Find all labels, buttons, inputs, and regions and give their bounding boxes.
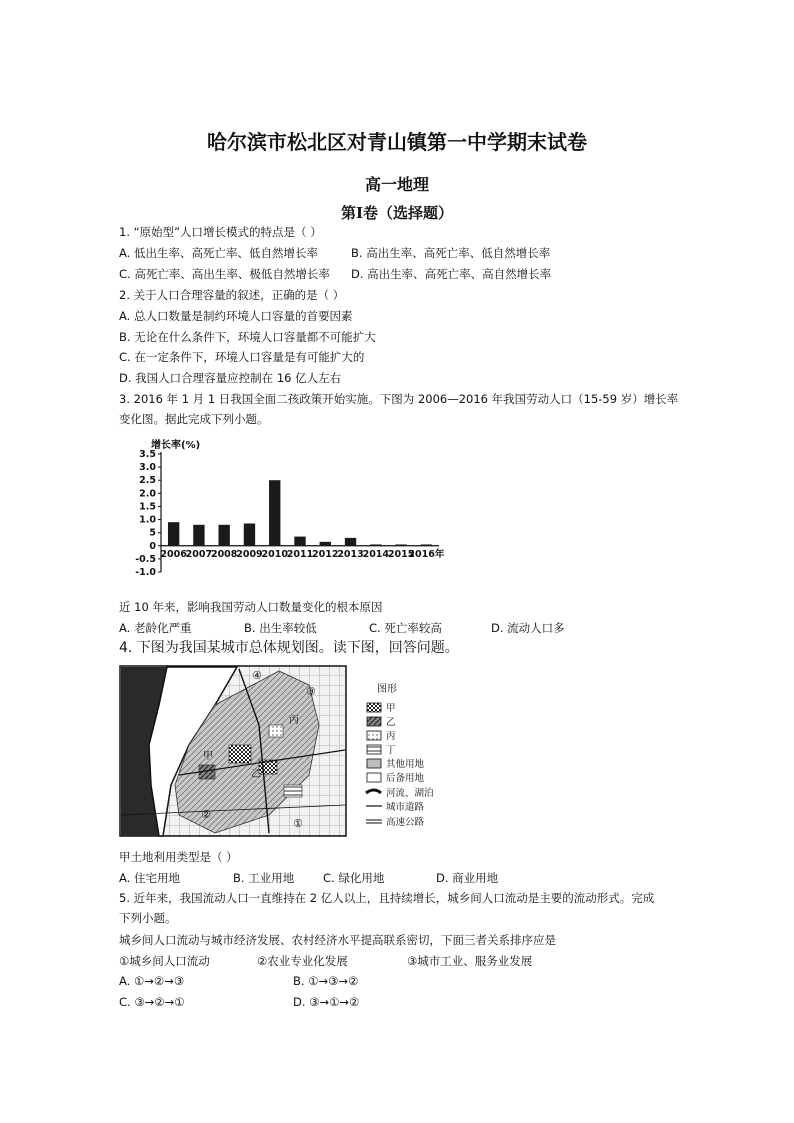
chart-bar [395, 544, 406, 545]
chart-y-tick-label: 0 [149, 540, 156, 552]
q5-option-c: C. ③→②→① [119, 995, 185, 1009]
chart-x-tick-label: 2008 [210, 548, 238, 560]
q1-stem: 1. “原始型”人口增长模式的特点是（ ） [119, 225, 322, 239]
subject-title: 高一地理 [364, 175, 429, 194]
chart-ylabel: 增长率(%) [151, 440, 201, 451]
chart-x-tick-label: 2010 [261, 548, 288, 560]
q1-option-b: B. 高出生率、高死亡率、低自然增长率 [351, 246, 551, 260]
q4-option-c: C. 绿化用地 [323, 871, 385, 885]
chart-x-tick-label: 2007 [185, 548, 213, 560]
chart-x-tick-label: 2011 [286, 548, 314, 560]
chart-y-tick-label: 2.0 [139, 488, 156, 500]
q4-option-d: D. 商业用地 [436, 871, 499, 885]
chart-bar [244, 523, 255, 545]
map-label-yi: 乙 [251, 769, 261, 780]
q1-option-c: C. 高死亡率、高出生率、极低自然增长率 [119, 267, 330, 281]
map-marker-1: ① [293, 817, 303, 830]
legend-yi: 乙 [386, 717, 396, 728]
chart-y-tick-label: -1.0 [135, 567, 156, 578]
chart-y-tick-label: -0.5 [135, 553, 156, 565]
legend-title: 图形 [377, 684, 397, 695]
labor-growth-chart [119, 432, 459, 592]
legend-bing: 丙 [386, 731, 396, 742]
q5-stem-line2: 下列小题。 [119, 911, 177, 925]
q4-option-b: B. 工业用地 [233, 871, 295, 885]
chart-y-tick-label: 3.5 [139, 449, 156, 460]
q4-sub-question: 甲土地利用类型是（ ） [119, 850, 238, 864]
chart-bar [218, 525, 229, 546]
q5-option-b: B. ①→③→② [293, 974, 359, 988]
q1-option-a: A. 低出生率、高死亡率、低自然增长率 [119, 246, 318, 260]
chart-bar [193, 525, 204, 546]
map-marker-2: ② [201, 808, 211, 821]
chart-bar [370, 544, 381, 545]
legend-river: 河流、湖泊 [386, 788, 434, 799]
map-marker-3: ③ [306, 685, 316, 698]
chart-bar [168, 522, 179, 546]
chart-x-tick-label: 2016年 [408, 548, 445, 560]
q5-option-d: D. ③→①→② [293, 995, 360, 1009]
section-title: 第Ⅰ卷（选择题） [340, 204, 454, 222]
map-label-jia: 甲 [203, 751, 213, 762]
labor-growth-chart-svg [119, 432, 459, 592]
legend-highway: 高速公路 [386, 817, 425, 828]
q3-stem-line2: 变化图。据此完成下列小题。 [119, 412, 269, 426]
legend-other: 其他用地 [386, 759, 425, 770]
chart-x-tick-label: 2006 [160, 548, 187, 560]
exam-title: 哈尔滨市松北区对青山镇第一中学期末试卷 [207, 130, 587, 154]
chart-bar [345, 538, 356, 546]
q3-option-b: B. 出生率较低 [244, 621, 317, 635]
legend-reserve: 后备用地 [386, 773, 425, 784]
chart-x-tick-label: 2013 [337, 548, 364, 560]
q1-option-d: D. 高出生率、高死亡率、高自然增长率 [351, 267, 552, 281]
q4-stem: 4. 下图为我国某城市总体规划图。读下图，回答问题。 [119, 640, 459, 656]
chart-bar [294, 537, 305, 546]
q5-item-2: ②农业专业化发展 [257, 954, 348, 968]
chart-bar [320, 542, 331, 546]
chart-y-tick-label: 3.0 [139, 462, 156, 474]
map-marker-4: ④ [252, 669, 262, 682]
q3-option-a: A. 老龄化严重 [119, 621, 192, 635]
chart-x-tick-label: 2015 [387, 548, 415, 560]
chart-x-tick-label: 2012 [312, 548, 339, 560]
q2-option-a: A. 总人口数量是制约环境人口容量的首要因素 [119, 309, 353, 323]
chart-bar [269, 480, 280, 546]
q3-option-d: D. 流动人口多 [491, 621, 565, 635]
city-plan-map [119, 665, 441, 837]
q5-sub-question: 城乡间人口流动与城市经济发展、农村经济水平提高联系密切，下面三者关系排序应是 [119, 933, 556, 947]
q2-option-d: D. 我国人口合理容量应控制在 16 亿人左右 [119, 371, 342, 385]
chart-x-tick-label: 2009 [236, 548, 263, 560]
q3-stem-line1: 3. 2016 年 1 月 1 日我国全面二孩政策开始实施。下图为 2006—2016 年我国劳动人口（15-59 岁）增长率 [119, 392, 679, 406]
q2-option-c: C. 在一定条件下，环境人口容量是有可能扩大的 [119, 350, 365, 364]
q4-option-a: A. 住宅用地 [119, 871, 180, 885]
q5-stem-line1: 5. 近年来，我国流动人口一直维持在 2 亿人以上，且持续增长，城乡间人口流动是主要的流动形式。完成 [119, 891, 655, 905]
q3-option-c: C. 死亡率较高 [369, 621, 442, 635]
q2-option-b: B. 无论在什么条件下，环境人口容量都不可能扩大 [119, 330, 376, 344]
legend-road: 城市道路 [386, 802, 425, 813]
chart-x-tick-label: 2014 [362, 548, 390, 560]
legend-ding: 丁 [386, 745, 396, 756]
chart-bar [421, 544, 432, 545]
chart-y-tick-label: 1.0 [139, 514, 156, 526]
q3-sub-question: 近 10 年来，影响我国劳动人口数量变化的根本原因 [119, 600, 383, 614]
chart-y-tick-label: 5 [149, 527, 156, 539]
map-legend [366, 683, 434, 828]
city-plan-map-svg [119, 665, 441, 837]
legend-jia: 甲 [386, 703, 396, 714]
q5-item-3: ③城市工业、服务业发展 [407, 954, 533, 968]
chart-y-tick-label: 1.5 [139, 501, 156, 513]
map-label-bing: 丙 [289, 715, 299, 726]
q5-option-a: A. ①→②→③ [119, 974, 185, 988]
q5-item-1: ①城乡间人口流动 [119, 954, 210, 968]
q2-stem: 2. 关于人口合理容量的叙述，正确的是（ ） [119, 288, 345, 302]
chart-y-tick-label: 2.5 [139, 475, 156, 487]
